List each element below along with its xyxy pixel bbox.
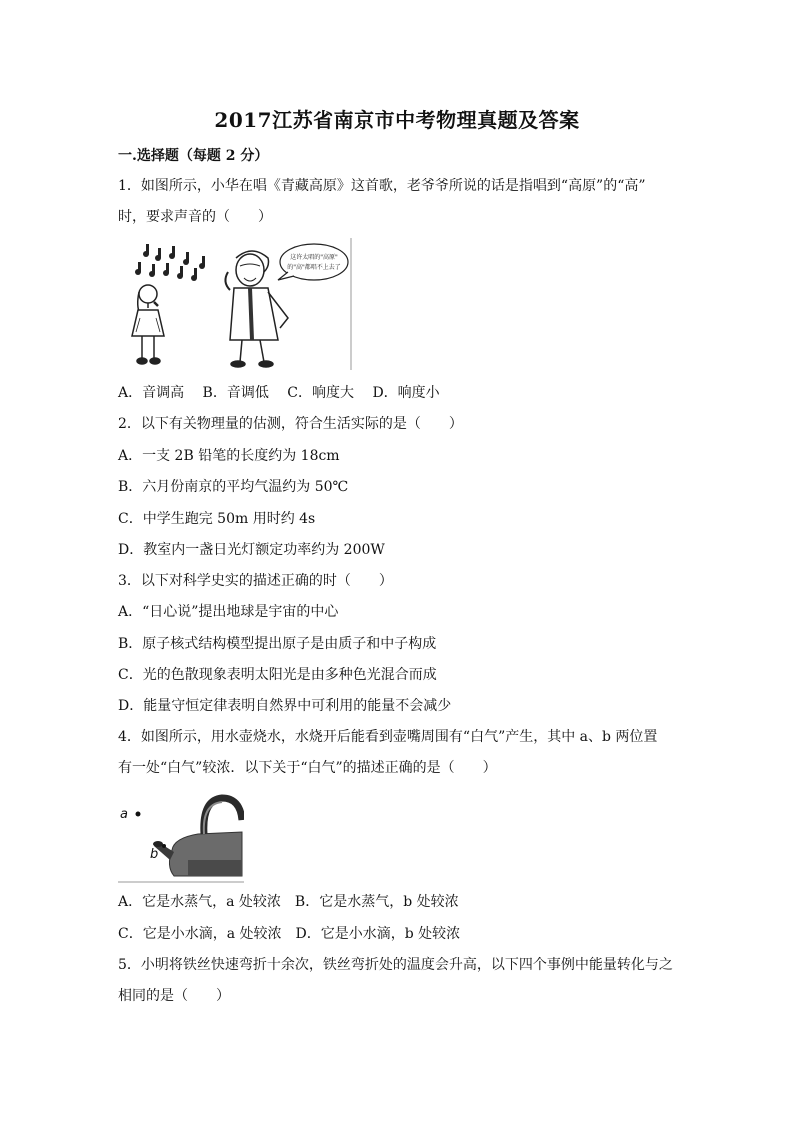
question-1-stem-line-1: 1．如图所示，小华在唱《青藏高原》这首歌，老爷爷所说的话是指唱到“高原”的“高” bbox=[118, 178, 646, 194]
question-5-stem-line-2: 相同的是（ ） bbox=[118, 988, 230, 1004]
girl-singer-icon bbox=[132, 285, 164, 364]
question-2-option-d: D．教室内一盏日光灯额定功率约为 200W bbox=[118, 542, 385, 558]
label-a: a bbox=[120, 807, 128, 822]
music-notes-icon bbox=[135, 244, 205, 281]
speech-bubble bbox=[278, 244, 348, 280]
point-a-marker bbox=[136, 812, 141, 817]
kettle-illustration bbox=[118, 790, 244, 884]
speech-bubble-line-1: 这许太唱的"高原" bbox=[290, 254, 338, 261]
question-3-option-a: A．“日心说”提出地球是宇宙的中心 bbox=[118, 604, 339, 620]
question-5-stem-line-1: 5．小明将铁丝快速弯折十余次，铁丝弯折处的温度会升高，以下四个事例中能量转化与之 bbox=[118, 957, 673, 973]
question-4-options-line-2: C．它是小水滴，a 处较浓 D．它是小水滴，b 处较浓 bbox=[118, 926, 461, 942]
question-3-option-c: C．光的色散现象表明太阳光是由多种色光混合而成 bbox=[118, 667, 437, 683]
question-3-stem: 3．以下对科学史实的描述正确的时（ ） bbox=[118, 573, 393, 589]
question-3-option-d: D．能量守恒定律表明自然界中可利用的能量不会减少 bbox=[118, 698, 452, 714]
question-4-stem-line-2: 有一处“白气”较浓．以下关于“白气”的描述正确的是（ ） bbox=[118, 760, 497, 776]
question-4-options-line-1: A．它是水蒸气，a 处较浓 B．它是水蒸气，b 处较浓 bbox=[118, 894, 459, 910]
label-b: b bbox=[150, 847, 159, 862]
page-title: 2017江苏省南京市中考物理真题及答案 bbox=[214, 108, 580, 132]
singing-illustration bbox=[118, 236, 354, 372]
question-4-stem-line-1: 4．如图所示，用水壶烧水，水烧开后能看到壶嘴周围有“白气”产生，其中 a、b 两位置 bbox=[118, 729, 658, 745]
kettle-figure bbox=[118, 790, 244, 884]
question-2-option-b: B．六月份南京的平均气温约为 50℃ bbox=[118, 479, 349, 495]
question-2-option-c: C．中学生跑完 50m 用时约 4s bbox=[118, 511, 316, 527]
question-3-option-b: B．原子核式结构模型提出原子是由质子和中子构成 bbox=[118, 636, 437, 652]
question-2-option-a: A．一支 2B 铅笔的长度约为 18cm bbox=[118, 448, 340, 464]
question-2-stem: 2．以下有关物理量的估测，符合生活实际的是（ ） bbox=[118, 416, 463, 432]
question-1-stem-line-2: 时，要求声音的（ ） bbox=[118, 209, 272, 225]
speech-bubble-line-2: 的"高"都唱不上去了 bbox=[287, 264, 341, 271]
point-b-marker bbox=[162, 844, 166, 848]
singing-figure bbox=[118, 236, 354, 372]
question-1-options: A．音调高 B．音调低 C．响度大 D．响度小 bbox=[118, 385, 440, 401]
section-header: 一.选择题（每题 2 分） bbox=[118, 148, 269, 164]
old-man-icon bbox=[225, 251, 288, 367]
